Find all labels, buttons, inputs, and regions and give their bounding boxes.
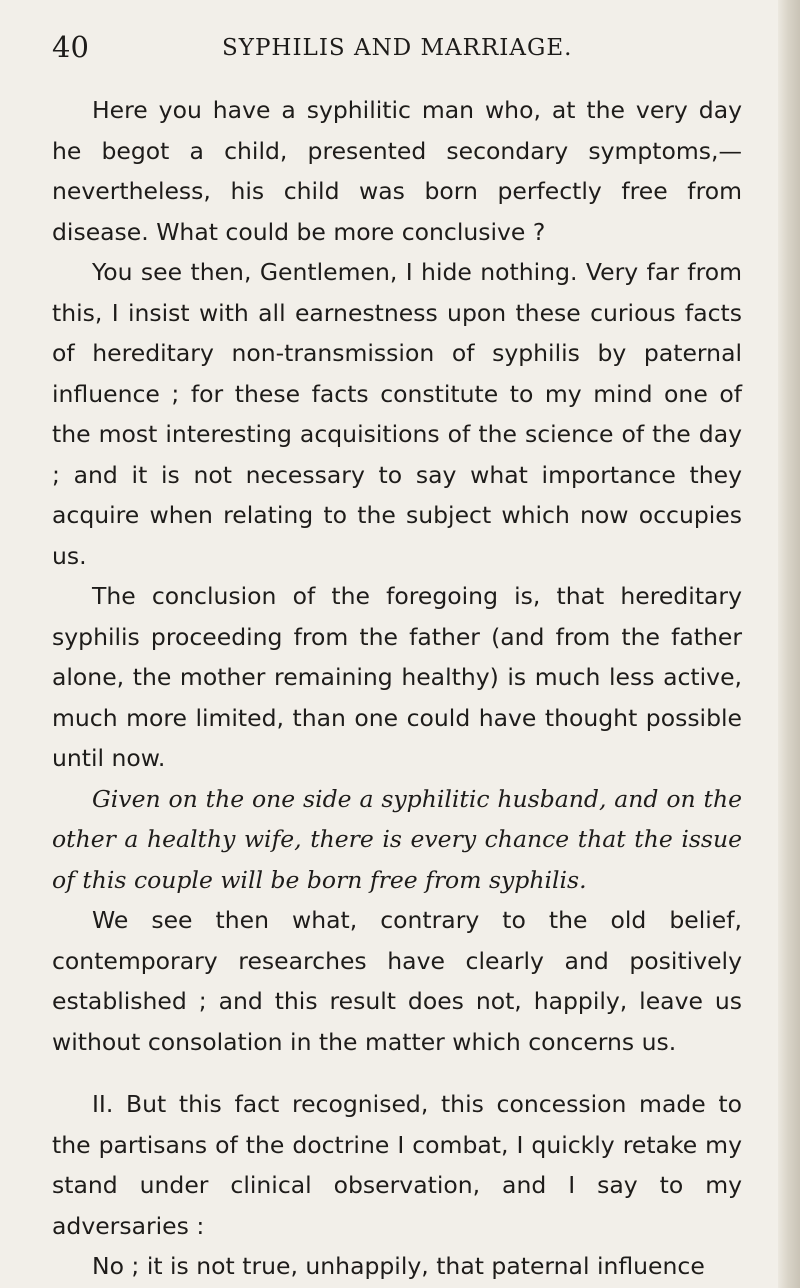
paragraph-paternal-influence: No ; it is not true, unhappily, that paternal influence [92,1252,705,1280]
paragraph-contemporary-researches: We see then what, contrary to the old belief, contemporary researches have clearly and positively established ; and this result does not, happily, leave us without consolation in the matter which concerns us. [52,906,742,1056]
page-header [52,30,592,64]
running-title: SYPHILIS AND MARRIAGE. [222,35,573,61]
paragraph-conclusion: The conclusion of the foregoing is, that hereditary syphilis proceeding from the father (and from the father alone, the mother remaining healthy) is much less active, much more limited, than one could have thought possible until now. [52,582,742,772]
paragraph-section-two: II. But this fact recognised, this concession made to the partisans of the doctrine I combat, I quickly retake my stand under clinical observation, and I say to my adversaries : [52,1090,742,1240]
body-text [52,90,742,1287]
page-edge-shadow [778,0,800,1288]
page-number: 40 [52,30,89,64]
paragraph-italic-given: Given on the one side a syphilitic husband, and on the other a healthy wife, there is every chance that the issue of this couple will be born free from syphilis. [52,784,742,894]
paragraph-hide-nothing: You see then, Gentlemen, I hide nothing. Very far from this, I insist with all earnestness upon these curious facts of hereditary non-transmission of syphilis by paternal influence ; for these facts constitute to my mind one of the most interesting acquisitions of the science of the day ; and it is not necessary to say what importance they acquire when relating to the subject which now occupies us. [52,258,742,570]
paragraph-syphilitic-man: Here you have a syphilitic man who, at the very day he begot a child, presented secondary symptoms,— nevertheless, his child was born perfectly free from disease. What could be more conclusive ? [52,96,742,246]
